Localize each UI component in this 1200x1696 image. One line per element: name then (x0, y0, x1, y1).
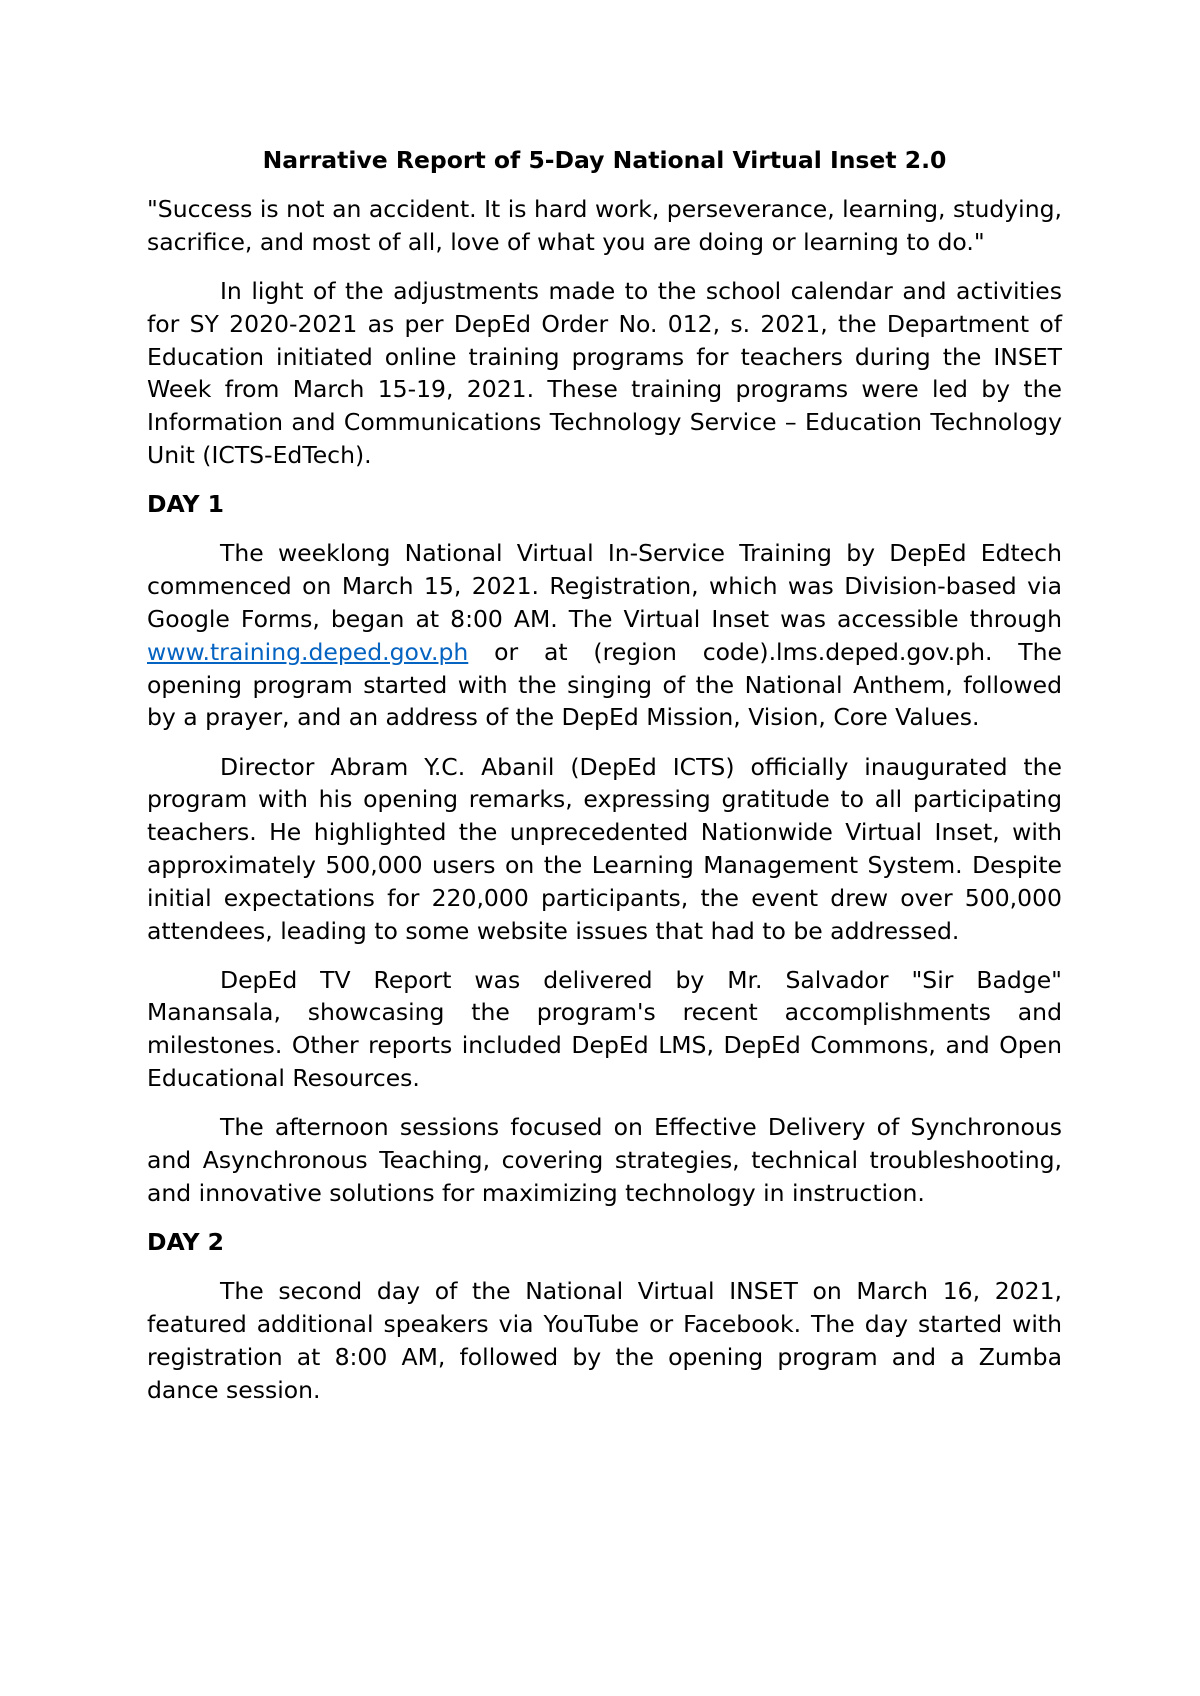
day2-paragraph-1: The second day of the National Virtual INSET on March 16, 2021, featured additional speakers via YouTube or Facebook. The day started with registration at 8:00 AM, followed by the opening program and a Zumba dance session. (147, 1277, 1062, 1404)
day1-paragraph-3: DepEd TV Report was delivered by Mr. Salvador "Sir Badge" Manansala, showcasing the program's recent accomplishments and milestones. Other reports included DepEd LMS, DepEd Commons, and Open Educational Resources. (147, 965, 1062, 1093)
opening-quote: "Success is not an accident. It is hard work, perseverance, learning, studying, sacrifice, and most of all, love of what you are doing or learning to do." (147, 195, 1062, 256)
day1-p1-text-before-link: The weeklong National Virtual In-Service Training by DepEd Edtech commenced on March 15, 2021. Registration, which was Division-based via Google Forms, began at 8:00 AM. The Virtual Inset was accessible through (147, 539, 1062, 633)
document-body (147, 193, 1062, 1423)
intro-paragraph: In light of the adjustments made to the school calendar and activities for SY 2020-2021 as per DepEd Order No. 012, s. 2021, the Department of Education initiated online training programs for teachers during the INSET Week from March 15-19, 2021. These training programs were led by the Information and Communications Technology Service – Education Technology Unit (ICTS-EdTech). (147, 276, 1062, 469)
day1-paragraph-2: Director Abram Y.C. Abanil (DepEd ICTS) officially inaugurated the program with his opening remarks, expressing gratitude to all participating teachers. He highlighted the unprecedented Nationwide Virtual Inset, with approximately 500,000 users on the Learning Management System. Despite initial expectations for 220,000 participants, the event drew over 500,000 attendees, leading to some website issues that had to be addressed. (147, 752, 1062, 945)
day1-paragraph-1 (147, 537, 1062, 734)
day1-p1-text-after-link: or at (region code).lms.deped.gov.ph. The opening program started with the singing of the National Anthem, followed by a prayer, and an address of the DepEd Mission, Vision, Core Values. (147, 637, 1062, 732)
training-site-link[interactable]: www.training.deped.gov.ph (147, 637, 469, 666)
day1-heading: DAY 1 (147, 490, 224, 519)
document-title: Narrative Report of 5-Day National Virtual Inset 2.0 (262, 146, 947, 174)
day2-heading: DAY 2 (147, 1228, 224, 1257)
day1-paragraph-4: The afternoon sessions focused on Effective Delivery of Synchronous and Asynchronous Teaching, covering strategies, technical troubleshooting, and innovative solutions for maximizing technology in instruction. (147, 1113, 1062, 1207)
